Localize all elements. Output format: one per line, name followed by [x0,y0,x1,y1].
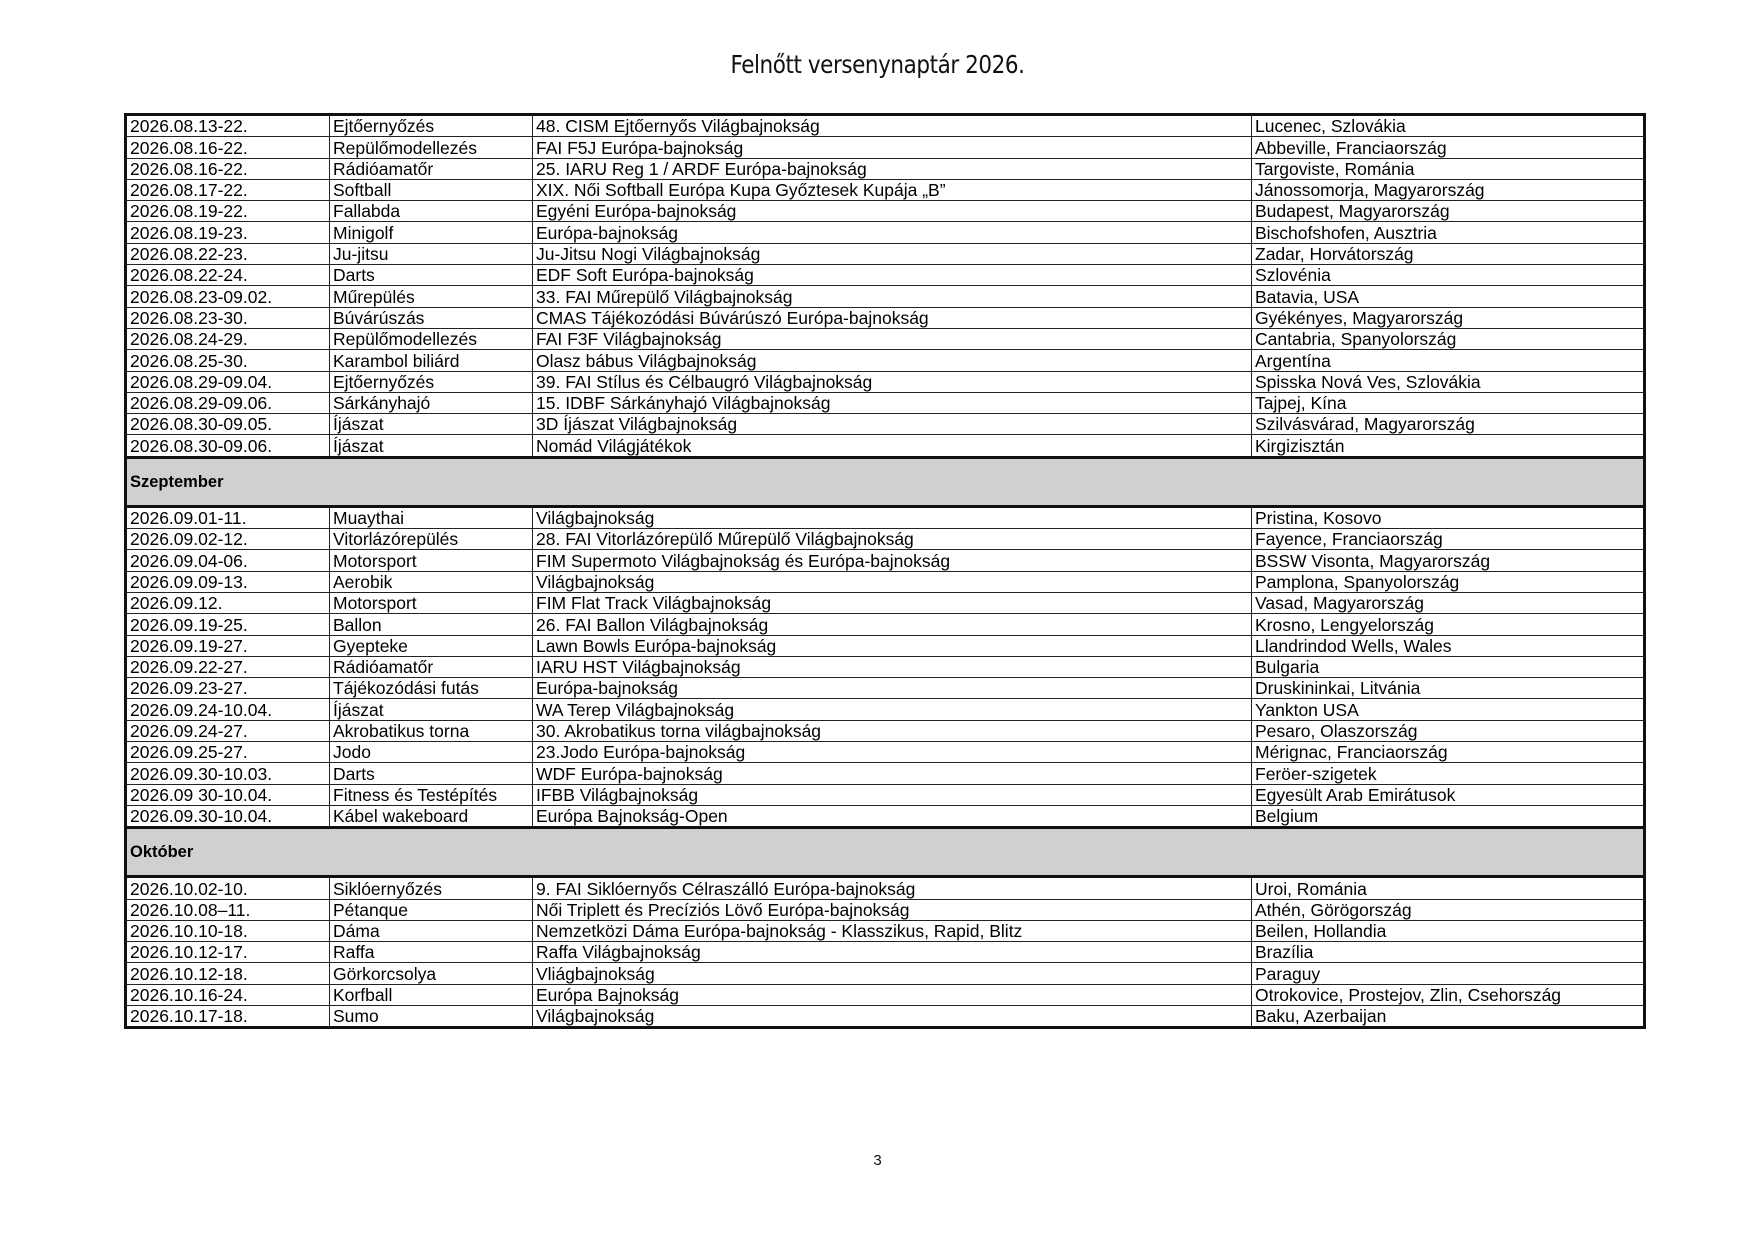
cell-event: 30. Akrobatikus torna világbajnokság [533,720,1252,741]
cell-location: Szlovénia [1252,265,1645,286]
cell-location: Belgium [1252,805,1645,827]
cell-date: 2026.09.09-13. [126,571,330,592]
cell-location: Uroi, Románia [1252,877,1645,899]
cell-sport: Muaythai [330,506,533,528]
cell-location: Pesaro, Olaszország [1252,720,1645,741]
page-number: 3 [873,1152,882,1169]
cell-event: 3D Íjászat Világbajnokság [533,414,1252,435]
cell-location: Tajpej, Kína [1252,392,1645,413]
cell-location: Pristina, Kosovo [1252,506,1645,528]
cell-event: CMAS Tájékozódási Búvárúszó Európa-bajnokság [533,307,1252,328]
cell-location: Beilen, Hollandia [1252,920,1645,941]
cell-event: Nemzetközi Dáma Európa-bajnokság - Klasszikus, Rapid, Blitz [533,920,1252,941]
cell-location: Krosno, Lengyelország [1252,614,1645,635]
cell-location: Llandrindod Wells, Wales [1252,635,1645,656]
cell-event: Európa-bajnokság [533,678,1252,699]
cell-sport: Akrobatikus torna [330,720,533,741]
cell-sport: Gyepteke [330,635,533,656]
cell-sport: Kábel wakeboard [330,805,533,827]
cell-location: Mérignac, Franciaország [1252,742,1645,763]
table-row [126,784,1645,805]
table-row [126,506,1645,528]
table-row [126,286,1645,307]
cell-date: 2026.08.29-09.04. [126,371,330,392]
cell-event: Vliágbajnokság [533,963,1252,984]
cell-event: 23.Jodo Európa-bajnokság [533,742,1252,763]
cell-sport: Ejtőernyőzés [330,371,533,392]
table-row [126,742,1645,763]
cell-date: 2026.10.12-18. [126,963,330,984]
table-row [126,350,1645,371]
cell-sport: Vitorlázórepülés [330,529,533,550]
cell-date: 2026.10.02-10. [126,877,330,899]
cell-sport: Ballon [330,614,533,635]
table-row [126,435,1645,457]
cell-sport: Tájékozódási futás [330,678,533,699]
cell-date: 2026.08.17-22. [126,179,330,200]
cell-sport: Softball [330,179,533,200]
cell-sport: Ju-jitsu [330,243,533,264]
cell-event: Lawn Bowls Európa-bajnokság [533,635,1252,656]
cell-sport: Fitness és Testépítés [330,784,533,805]
cell-date: 2026.08.24-29. [126,328,330,349]
table-row [126,614,1645,635]
cell-event: 28. FAI Vitorlázórepülő Műrepülő Világbajnokság [533,529,1252,550]
cell-location: Lucenec, Szlovákia [1252,115,1645,137]
cell-event: IFBB Világbajnokság [533,784,1252,805]
cell-sport: Sárkányhajó [330,392,533,413]
cell-date: 2026.09.23-27. [126,678,330,699]
table-row [126,201,1645,222]
cell-event: Raffa Világbajnokság [533,942,1252,963]
cell-event: Nomád Világjátékok [533,435,1252,457]
cell-date: 2026.08.19-22. [126,201,330,222]
cell-location: Abbeville, Franciaország [1252,137,1645,158]
cell-location: Cantabria, Spanyolország [1252,328,1645,349]
cell-sport: Karambol biliárd [330,350,533,371]
cell-date: 2026.08.25-30. [126,350,330,371]
cell-event: FAI F5J Európa-bajnokság [533,137,1252,158]
cell-event: Egyéni Európa-bajnokság [533,201,1252,222]
cell-sport: Íjászat [330,435,533,457]
event-calendar-table [124,113,1646,1029]
cell-date: 2026.09.25-27. [126,742,330,763]
cell-location: Bischofshofen, Ausztria [1252,222,1645,243]
cell-location: Baku, Azerbaijan [1252,1005,1645,1027]
cell-date: 2026.09.19-25. [126,614,330,635]
page-title: Felnőtt versenynaptár 2026. [730,50,1025,79]
table-row [126,656,1645,677]
table-row [126,328,1645,349]
cell-sport: Búvárúszás [330,307,533,328]
table-row [126,550,1645,571]
cell-sport: Raffa [330,942,533,963]
cell-event: 26. FAI Ballon Világbajnokság [533,614,1252,635]
cell-location: Targoviste, Románia [1252,158,1645,179]
cell-event: 25. IARU Reg 1 / ARDF Európa-bajnokság [533,158,1252,179]
month-label: Október [126,828,1645,877]
cell-date: 2026.10.12-17. [126,942,330,963]
cell-date: 2026.09 30-10.04. [126,784,330,805]
cell-date: 2026.10.17-18. [126,1005,330,1027]
cell-event: 39. FAI Stílus és Célbaugró Világbajnokság [533,371,1252,392]
cell-date: 2026.08.29-09.06. [126,392,330,413]
table-row [126,899,1645,920]
table-row [126,877,1645,899]
cell-location: Pamplona, Spanyolország [1252,571,1645,592]
cell-event: XIX. Női Softball Európa Kupa Győztesek Kupája „B” [533,179,1252,200]
cell-date: 2026.08.16-22. [126,137,330,158]
cell-date: 2026.08.30-09.06. [126,435,330,457]
cell-location: Fayence, Franciaország [1252,529,1645,550]
cell-location: Szilvásvárad, Magyarország [1252,414,1645,435]
cell-date: 2026.09.24-10.04. [126,699,330,720]
cell-location: Batavia, USA [1252,286,1645,307]
cell-event: 15. IDBF Sárkányhajó Világbajnokság [533,392,1252,413]
table-row [126,307,1645,328]
cell-event: EDF Soft Európa-bajnokság [533,265,1252,286]
cell-sport: Minigolf [330,222,533,243]
cell-date: 2026.08.23-30. [126,307,330,328]
cell-date: 2026.08.19-23. [126,222,330,243]
cell-sport: Korfball [330,984,533,1005]
cell-sport: Motorsport [330,550,533,571]
cell-location: Gyékényes, Magyarország [1252,307,1645,328]
cell-event: FIM Flat Track Világbajnokság [533,592,1252,613]
cell-event: Európa-bajnokság [533,222,1252,243]
cell-sport: Darts [330,265,533,286]
cell-location: Feröer-szigetek [1252,763,1645,784]
table-row [126,243,1645,264]
cell-sport: Rádióamatőr [330,158,533,179]
table-row [126,137,1645,158]
cell-location: Yankton USA [1252,699,1645,720]
cell-event: Női Triplett és Precíziós Lövő Európa-bajnokság [533,899,1252,920]
table-row [126,963,1645,984]
cell-sport: Repülőmodellezés [330,137,533,158]
cell-date: 2026.10.10-18. [126,920,330,941]
month-label: Szeptember [126,457,1645,506]
table-row [126,571,1645,592]
cell-sport: Íjászat [330,699,533,720]
cell-date: 2026.09.30-10.04. [126,805,330,827]
cell-date: 2026.10.16-24. [126,984,330,1005]
cell-event: Világbajnokság [533,506,1252,528]
table-row [126,635,1645,656]
cell-location: BSSW Visonta, Magyarország [1252,550,1645,571]
cell-date: 2026.09.24-27. [126,720,330,741]
cell-event: 48. CISM Ejtőernyős Világbajnokság [533,115,1252,137]
cell-date: 2026.09.30-10.03. [126,763,330,784]
cell-date: 2026.08.16-22. [126,158,330,179]
cell-date: 2026.08.23-09.02. [126,286,330,307]
cell-date: 2026.09.22-27. [126,656,330,677]
table-row [126,158,1645,179]
cell-location: Bulgaria [1252,656,1645,677]
cell-location: Brazília [1252,942,1645,963]
cell-sport: Ejtőernyőzés [330,115,533,137]
cell-sport: Fallabda [330,201,533,222]
cell-sport: Rádióamatőr [330,656,533,677]
cell-location: Zadar, Horvátország [1252,243,1645,264]
month-section-header [126,457,1645,506]
table-row [126,805,1645,827]
cell-event: Európa Bajnokság [533,984,1252,1005]
cell-location: Jánossomorja, Magyarország [1252,179,1645,200]
cell-event: Olasz bábus Világbajnokság [533,350,1252,371]
cell-event: Világbajnokság [533,1005,1252,1027]
cell-date: 2026.09.01-11. [126,506,330,528]
cell-sport: Jodo [330,742,533,763]
table-row [126,763,1645,784]
cell-event: Világbajnokság [533,571,1252,592]
cell-date: 2026.09.04-06. [126,550,330,571]
cell-sport: Siklóernyőzés [330,877,533,899]
table-row [126,942,1645,963]
cell-event: Ju-Jitsu Nogi Világbajnokság [533,243,1252,264]
cell-sport: Darts [330,763,533,784]
table-row [126,678,1645,699]
cell-event: IARU HST Világbajnokság [533,656,1252,677]
cell-sport: Pétanque [330,899,533,920]
cell-event: 33. FAI Műrepülő Világbajnokság [533,286,1252,307]
cell-location: Athén, Görögország [1252,899,1645,920]
cell-date: 2026.09.19-27. [126,635,330,656]
cell-location: Kirgizisztán [1252,435,1645,457]
cell-location: Spisska Nová Ves, Szlovákia [1252,371,1645,392]
cell-sport: Műrepülés [330,286,533,307]
cell-location: Argentína [1252,350,1645,371]
table-row [126,920,1645,941]
cell-date: 2026.09.12. [126,592,330,613]
cell-event: 9. FAI Siklóernyős Célraszálló Európa-bajnokság [533,877,1252,899]
table-row [126,265,1645,286]
cell-event: FIM Supermoto Világbajnokság és Európa-bajnokság [533,550,1252,571]
table-row [126,414,1645,435]
table-row [126,984,1645,1005]
table-row [126,115,1645,137]
cell-sport: Íjászat [330,414,533,435]
cell-sport: Sumo [330,1005,533,1027]
table-row [126,720,1645,741]
cell-location: Otrokovice, Prostejov, Zlin, Csehország [1252,984,1645,1005]
cell-event: Európa Bajnokság-Open [533,805,1252,827]
cell-date: 2026.08.13-22. [126,115,330,137]
cell-location: Vasad, Magyarország [1252,592,1645,613]
cell-location: Paraguy [1252,963,1645,984]
cell-sport: Görkorcsolya [330,963,533,984]
table-row [126,1005,1645,1027]
cell-event: WA Terep Világbajnokság [533,699,1252,720]
cell-date: 2026.09.02-12. [126,529,330,550]
table-row [126,179,1645,200]
table-row [126,371,1645,392]
cell-date: 2026.08.30-09.05. [126,414,330,435]
cell-location: Budapest, Magyarország [1252,201,1645,222]
table-row [126,392,1645,413]
cell-sport: Aerobik [330,571,533,592]
table-row [126,699,1645,720]
table-row [126,529,1645,550]
month-section-header [126,828,1645,877]
table-row [126,592,1645,613]
cell-event: WDF Európa-bajnokság [533,763,1252,784]
table-row [126,222,1645,243]
cell-sport: Repülőmodellezés [330,328,533,349]
calendar-body [126,115,1645,1028]
cell-date: 2026.08.22-24. [126,265,330,286]
cell-sport: Motorsport [330,592,533,613]
cell-event: FAI F3F Világbajnokság [533,328,1252,349]
cell-date: 2026.10.08–11. [126,899,330,920]
cell-sport: Dáma [330,920,533,941]
cell-date: 2026.08.22-23. [126,243,330,264]
cell-location: Druskininkai, Litvánia [1252,678,1645,699]
cell-location: Egyesült Arab Emirátusok [1252,784,1645,805]
